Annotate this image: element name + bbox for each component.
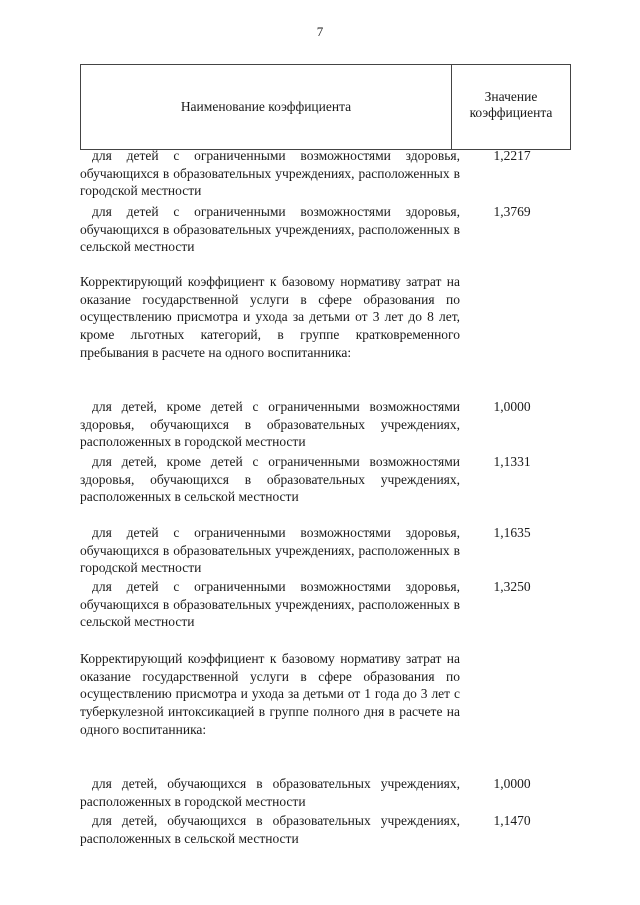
row-text: для детей с ограниченными возможностями здоровья, обучающихся в образовательных учреждениях, расположенных в сельской местности (80, 579, 460, 630)
row-value: 1,3769 (493, 204, 531, 219)
row-text: для детей с ограниченными возможностями здоровья, обучающихся в образовательных учреждениях, расположенных в городской местности (80, 525, 460, 576)
row-value: 1,1331 (493, 454, 531, 469)
row-value: 1,0000 (493, 399, 531, 414)
header-value-column (452, 89, 570, 121)
row-text: для детей с ограниченными возможностями здоровья, обучающихся в образовательных учреждениях, расположенных в городской местности (80, 148, 460, 199)
row-value: 1,3250 (493, 579, 531, 594)
header-name-column: Наименование коэффициента (180, 99, 352, 114)
header-value-line2: коэффициента (469, 105, 553, 120)
section-intro: Корректирующий коэффициент к базовому нормативу затрат на оказание государственной услуги в сфере образования по осуществлению присмотра и ухода за детьми от 3 лет до 8 лет, кроме льготных категорий, в группе кратковременного пребывания в расчете на одного воспитанника: (80, 274, 460, 360)
row-value: 1,1470 (493, 813, 531, 828)
row-text: для детей с ограниченными возможностями здоровья, обучающихся в образовательных учреждениях, расположенных в сельской местности (80, 204, 460, 255)
page-number: 7 (316, 24, 324, 39)
section-intro: Корректирующий коэффициент к базовому нормативу затрат на оказание государственной услуги в сфере образования по осуществлению присмотра и ухода за детьми от 1 года до 3 лет с туберкулезной интоксикацией в группе полного дня в расчете на одного воспитанника: (80, 651, 460, 737)
row-value: 1,2217 (493, 148, 531, 163)
row-value: 1,0000 (493, 776, 531, 791)
row-text: для детей, кроме детей с ограниченными возможностями здоровья, обучающихся в образовательных учреждениях, расположенных в сельской местности (80, 454, 460, 505)
row-value: 1,1635 (493, 525, 531, 540)
row-text: для детей, кроме детей с ограниченными возможностями здоровья, обучающихся в образовательных учреждениях, расположенных в городской местности (80, 399, 460, 450)
table-header (80, 64, 571, 150)
row-text: для детей, обучающихся в образовательных учреждениях, расположенных в сельской местности (80, 813, 460, 846)
header-value-line1: Значение (484, 89, 538, 104)
row-text: для детей, обучающихся в образовательных учреждениях, расположенных в городской местности (80, 776, 460, 809)
